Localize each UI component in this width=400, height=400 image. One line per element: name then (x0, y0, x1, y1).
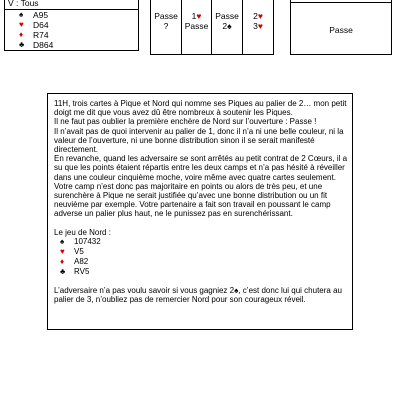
bid-column-4 (242, 0, 274, 55)
club-icon: ♣ (19, 40, 25, 49)
deal-holding-hearts: V5 (74, 247, 84, 257)
bid-pass: Passe (215, 11, 239, 21)
bidding-table (150, 0, 274, 55)
deal-title: Le jeu de Nord : (54, 227, 111, 237)
divider (291, 2, 391, 3)
heart-icon: ♥ (19, 20, 24, 29)
deal-holding-spades: 107432 (74, 237, 101, 247)
paragraph-4: En revanche, quand les adversaire se sont arrêtés au petit contrat de 2 Cœurs, il a su que les points étaient répartis entre les deux camps et n’a pas hésité à réveiller dans une couleur cinquième moche, voire même avec quatre cartes seulement. Votre camp n’est donc pas majoritaire en points ou alors de très peu, et une surenchère à Pique ne serait justifiée qu’avec une bonne distribution ou un fit neuvième par exemple. Votre partenaire a fait son travail en poussant le camp adverse un palier plus haut, ne le punissez pas en surenchérissant. (54, 154, 348, 219)
bid-column-3 (211, 0, 243, 55)
bid-question: ? (163, 21, 169, 31)
hand-row-spades (19, 10, 53, 20)
paragraph-1: 11H, trois cartes à Pique et Nord qui nomme ses Piques au palier de 2… mon petit doigt me dit que vous avez dû être nombreux à soutenir les Piques. (54, 99, 347, 118)
heart-icon: ♥ (257, 21, 263, 31)
commentary-box (47, 93, 353, 330)
deal-row-hearts (60, 247, 348, 257)
vulnerability-label: V : Tous (8, 0, 39, 8)
bid-2-heart: 2♥ (253, 11, 263, 21)
spade-icon: ♠ (60, 237, 65, 247)
spade-icon: ♠ (227, 21, 232, 31)
deal-row-spades (60, 237, 348, 247)
club-icon: ♣ (60, 267, 66, 277)
bid-pass: Passe (329, 25, 353, 35)
conclusion: L’adversaire n’a pas voulu savoir si vous gagniez 2♠, c’est donc lui qui chutera au palier de 3, n’oubliez pas de remercier Nord pour son courageux réveil. (54, 285, 342, 305)
hand-box (4, 0, 139, 51)
hand-row-hearts (19, 20, 53, 30)
heart-icon: ♥ (257, 11, 263, 21)
bid-column-1 (150, 0, 182, 55)
bid-3-heart: 3♥ (253, 21, 263, 31)
hand-row-diamonds (19, 30, 53, 40)
heart-icon: ♥ (60, 247, 65, 257)
right-bid-box (290, 0, 392, 55)
bid-pass: Passe (184, 21, 209, 31)
deal-holding-diamonds: A82 (74, 257, 89, 267)
paragraph-3: Il n’avait pas de quoi intervenir au palier de 1, donc il n’a ni une belle couleur, ni la valeur de l’ouverture, ni une bonne distribution sinon il se serait manifesté directement. (54, 126, 344, 155)
deal-row-clubs (60, 267, 348, 277)
hand-cards (19, 10, 53, 50)
holding-clubs: D864 (33, 40, 54, 50)
holding-diamonds: R74 (33, 30, 49, 40)
heart-icon: ♥ (196, 11, 202, 21)
paragraph-2: Il ne faut pas oublier la première enchère de Nord sur l’ouverture : Passe ! (54, 117, 317, 127)
holding-hearts: D64 (33, 20, 49, 30)
bid-pass: Passe (154, 11, 178, 21)
diamond-icon: ♦ (19, 30, 24, 39)
spade-icon: ♠ (19, 10, 24, 19)
bid-column-2 (181, 0, 212, 55)
diamond-icon: ♦ (60, 257, 65, 267)
deal-row-diamonds (60, 257, 348, 267)
north-hand (60, 237, 348, 277)
bid-2-spade: 2♠ (222, 21, 232, 31)
hand-row-clubs (19, 40, 53, 50)
holding-spades: A95 (33, 10, 49, 20)
bid-1-heart: 1♥ (191, 11, 202, 21)
deal-holding-clubs: RV5 (74, 267, 90, 277)
